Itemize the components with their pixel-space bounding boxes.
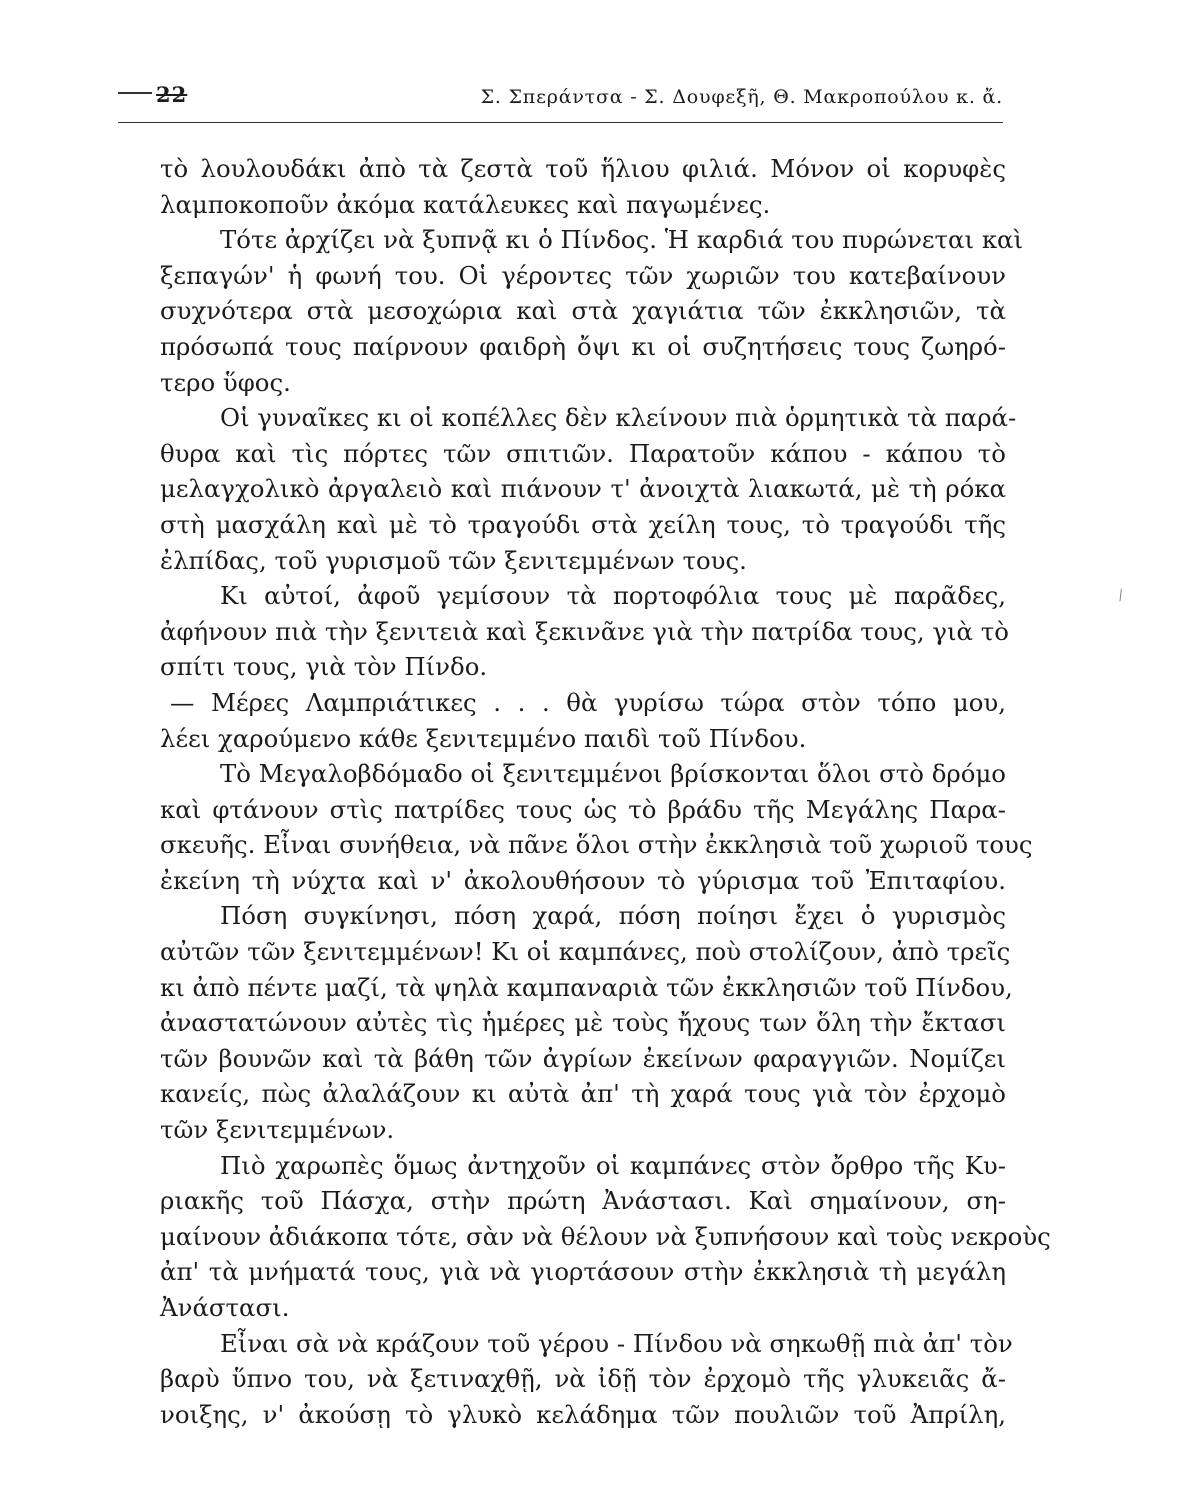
text-line: ξεπαγών' ἡ φωνή του. Οἱ γέροντες τῶν χωριῶν του κατεβαίνουν [160, 260, 1006, 290]
running-head [118, 80, 1003, 123]
dialogue-line: — Μέρες Λαμπριάτικες . . . θὰ γυρίσω τώρα στὸν τόπο μου, [170, 687, 1006, 717]
text-line: σπίτι τους, γιὰ τὸν Πίνδο. [160, 652, 488, 682]
text-line: βαρὺ ὕπνο του, νὰ ξετιναχθῇ, νὰ ἰδῇ τὸν ἐρχομὸ τῆς γλυκειᾶς ἄ- [160, 1364, 1006, 1394]
paragraph-first-line: Τὸ Μεγαλοβδόμαδο οἱ ξενιτεμμένοι βρίσκονται ὅλοι στὸ δρόμο [220, 759, 1006, 789]
text-line: μελαγχολικὸ ἀργαλειὸ καὶ πιάνουν τ' ἀνοιχτὰ λιακωτά, μὲ τὴ ρόκα [160, 474, 1006, 504]
scan-speck: ⁄ [1116, 588, 1126, 604]
paragraph-first-line: Πιὸ χαρωπὲς ὅμως ἀντηχοῦν οἱ καμπάνες στὸν ὄρθρο τῆς Κυ- [220, 1150, 1006, 1180]
paragraph-first-line: Οἱ γυναῖκες κι οἱ κοπέλλες δὲν κλείνουν πιὰ ὁρμητικὰ τὰ παρά- [220, 403, 1017, 433]
text-line: κανείς, πὼς ἀλαλάζουν κι αὐτὰ ἀπ' τὴ χαρά τους γιὰ τὸν ἐρχομὸ [160, 1079, 1006, 1109]
text-line: λέει χαρούμενο κάθε ξενιτεμμένο παιδὶ τοῦ Πίνδου. [160, 723, 807, 753]
page-number: 22 [156, 82, 188, 107]
text-line: θυρα καὶ τὶς πόρτες τῶν σπιτιῶν. Παρατοῦν κάπου - κάπου τὸ [160, 438, 1006, 468]
body-text [160, 151, 1051, 1432]
paragraph-first-line: Πόση συγκίνησι, πόση χαρά, πόση ποίησι ἔχει ὁ γυρισμὸς [220, 901, 1006, 931]
text-line: τῶν βουνῶν καὶ τὰ βάθη τῶν ἀγρίων ἐκείνων φαραγγιῶν. Νομίζει [160, 1043, 1006, 1073]
text-line: καὶ φτάνουν στὶς πατρίδες τους ὡς τὸ βράδυ τῆς Μεγάλης Παρα- [160, 794, 1006, 824]
text-line: τῶν ξενιτεμμένων. [160, 1115, 395, 1145]
text-line: μαίνουν ἀδιάκοπα τότε, σὰν νὰ θέλουν νὰ ξυπνήσουν καὶ τοὺς νεκροὺς [160, 1221, 1051, 1251]
paragraph-first-line: Εἶναι σὰ νὰ κράζουν τοῦ γέρου - Πίνδου νὰ σηκωθῇ πιὰ ἀπ' τὸν [220, 1328, 1013, 1358]
text-line: στὴ μασχάλη καὶ μὲ τὸ τραγούδι στὰ χείλη τους, τὸ τραγούδι τῆς [160, 509, 1006, 539]
text-line: ἐλπίδας, τοῦ γυρισμοῦ τῶν ξενιτεμμένων τους. [160, 545, 747, 575]
text-line: αὐτῶν τῶν ξενιτεμμένων! Κι οἱ καμπάνες, ποὺ στολίζουν, ἀπὸ τρεῖς [160, 937, 1011, 967]
text-line: σκευῆς. Εἶναι συνήθεια, νὰ πᾶνε ὅλοι στὴν ἐκκλησιὰ τοῦ χωριοῦ τους [160, 830, 1033, 860]
text-line: ἀναστατώνουν αὐτὲς τὶς ἡμέρες μὲ τοὺς ἤχους των ὅλη τὴν ἔκτασι [160, 1008, 1006, 1038]
text-line: ἀπ' τὰ μνήματά τους, γιὰ νὰ γιορτάσουν στὴν ἐκκλησιὰ τὴ μεγάλη [160, 1257, 1006, 1287]
paragraph-first-line: Κι αὐτοί, ἀφοῦ γεμίσουν τὰ πορτοφόλια τους μὲ παρᾶδες, [220, 581, 1006, 611]
text-line: λαμποκοποῦν ἀκόμα κατάλευκες καὶ παγωμένες. [160, 189, 771, 219]
running-head-authors: Σ. Σπεράντσα - Σ. Δουφεξῆ, Θ. Μακροπούλου κ. ἄ. [480, 86, 1003, 108]
text-line: Ἀνάστασι. [160, 1293, 290, 1322]
text-line: συχνότερα στὰ μεσοχώρια καὶ στὰ χαγιάτια τῶν ἐκκλησιῶν, τὰ [160, 296, 1006, 326]
text-line: ἀφήνουν πιὰ τὴν ξενιτειὰ καὶ ξεκινᾶνε γιὰ τὴν πατρίδα τους, γιὰ τὸ [160, 616, 1009, 646]
text-line: τερο ὕφος. [160, 367, 291, 397]
text-line: ἐκείνη τὴ νύχτα καὶ ν' ἀκολουθήσουν τὸ γύρισμα τοῦ Ἐπιταφίου. [160, 865, 1006, 895]
text-line: τὸ λουλουδάκι ἀπὸ τὰ ζεστὰ τοῦ ἥλιου φιλιά. Μόνον οἱ κορυφὲς [160, 154, 1006, 183]
header-rule-lead [118, 92, 152, 94]
paragraph-first-line: Τότε ἀρχίζει νὰ ξυπνᾷ κι ὁ Πίνδος. Ἡ καρδιά του πυρώνεται καὶ [220, 225, 1024, 255]
text-line: κι ἀπὸ πέντε μαζί, τὰ ψηλὰ καμπαναριὰ τῶν ἐκκλησιῶν τοῦ Πίνδου, [160, 972, 1013, 1002]
text-line: πρόσωπά τους παίρνουν φαιδρὴ ὄψι κι οἱ συζητήσεις τους ζωηρό- [160, 331, 1006, 361]
text-line: νοιξης, ν' ἀκούσῃ τὸ γλυκὸ κελάδημα τῶν πουλιῶν τοῦ Ἀπρίλη, [160, 1399, 1006, 1429]
text-line: ριακῆς τοῦ Πάσχα, στὴν πρώτη Ἀνάστασι. Καὶ σημαίνουν, ση- [160, 1186, 1006, 1216]
